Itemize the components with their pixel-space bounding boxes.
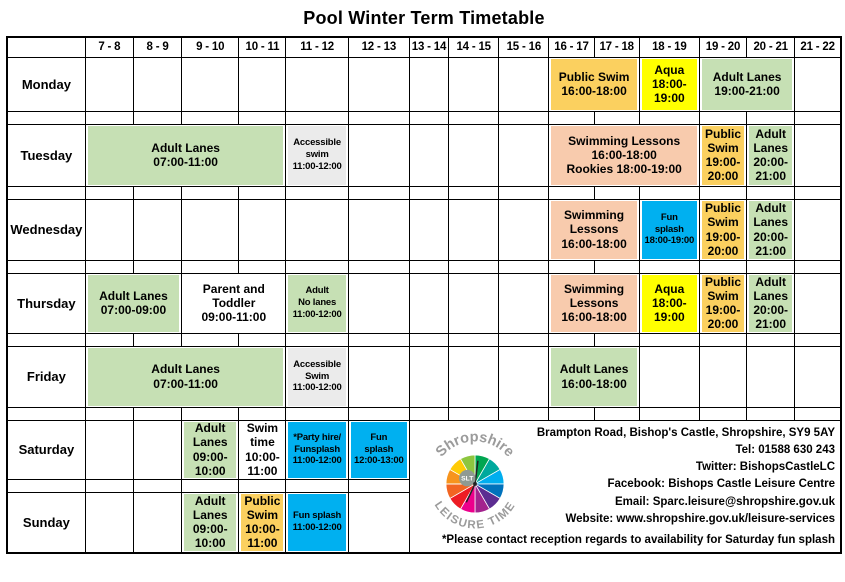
spacer-cell [594, 186, 639, 199]
spacer-row [7, 260, 841, 273]
spacer-cell [7, 407, 85, 420]
logo-arc-bottom-text: LEISURE TIME [431, 498, 519, 532]
spacer-cell [286, 186, 348, 199]
spacer-cell [182, 111, 239, 124]
spacer-cell [239, 260, 286, 273]
empty-slot [239, 199, 286, 260]
spacer-cell [182, 333, 239, 346]
spacer-cell [699, 333, 746, 346]
time-header-19-20: 19 - 20 [699, 37, 746, 57]
activity-adult: Adult Lanes 09:00- 10:00 [182, 492, 239, 553]
activity-public-swim: Public Swim 16:00-18:00 [549, 57, 639, 111]
time-header-11-12: 11 - 12 [286, 37, 348, 57]
spacer-cell [133, 260, 181, 273]
spacer-cell [7, 111, 85, 124]
empty-slot [286, 57, 348, 111]
spacer-cell [795, 333, 841, 346]
spacer-cell [7, 333, 85, 346]
activity-adult-lanes: Adult Lanes 07:00-09:00 [85, 273, 181, 333]
contact-email: Email: Sparc.leisure@shropshire.gov.uk [615, 495, 835, 508]
empty-slot [239, 57, 286, 111]
spacer-cell [699, 407, 746, 420]
spacer-cell [348, 479, 409, 492]
spacer-cell [409, 260, 448, 273]
spacer-cell [639, 407, 699, 420]
spacer-cell [182, 479, 239, 492]
spacer-cell [699, 186, 746, 199]
empty-slot [795, 57, 841, 111]
info-panel-cell [409, 420, 841, 553]
time-header-14-15: 14 - 15 [449, 37, 499, 57]
contact-tel: Tel: 01588 630 243 [735, 443, 835, 456]
activity-adult: Adult Lanes 20:00- 21:00 [747, 199, 795, 260]
spacer-cell [182, 186, 239, 199]
spacer-cell [133, 407, 181, 420]
activity-adult-lanes: Adult Lanes 16:00-18:00 [549, 346, 639, 407]
spacer-cell [133, 111, 181, 124]
time-header-18-19: 18 - 19 [639, 37, 699, 57]
spacer-cell [449, 407, 499, 420]
leisure-time-logo-svg [416, 424, 534, 540]
activity-adult-lanes: Adult Lanes 07:00-11:00 [85, 124, 286, 186]
spacer-row [7, 111, 841, 124]
empty-slot [133, 57, 181, 111]
activity-adult-lanes: Adult Lanes 07:00-11:00 [85, 346, 286, 407]
spacer-cell [7, 260, 85, 273]
day-label-tuesday: Tuesday [7, 124, 85, 186]
day-label-saturday: Saturday [7, 420, 85, 479]
spacer-cell [348, 333, 409, 346]
contact-facebook: Facebook: Bishops Castle Leisure Centre [607, 478, 835, 491]
empty-slot [348, 492, 409, 553]
time-header-12-13: 12 - 13 [348, 37, 409, 57]
activity-aqua: Aqua 18:00- 19:00 [639, 273, 699, 333]
contact-panel-top [416, 424, 835, 533]
activity-swimming-lessons: Swimming Lessons 16:00-18:00 Rookies 18:00-19:00 [549, 124, 700, 186]
spacer-cell [747, 260, 795, 273]
spacer-cell [239, 407, 286, 420]
empty-slot [182, 57, 239, 111]
logo-slt-text: SLT [461, 475, 474, 483]
empty-slot [449, 57, 499, 111]
empty-slot [85, 420, 133, 479]
empty-slot [85, 57, 133, 111]
contact-panel [410, 421, 840, 553]
activity-public: Public Swim 19:00- 20:00 [699, 199, 746, 260]
spacer-cell [594, 111, 639, 124]
time-header-20-21: 20 - 21 [747, 37, 795, 57]
activity-fun: Fun splash 18:00-19:00 [639, 199, 699, 260]
spacer-cell [133, 186, 181, 199]
activity-swim: Swim time 10:00- 11:00 [239, 420, 286, 479]
spacer-cell [286, 333, 348, 346]
spacer-cell [639, 260, 699, 273]
time-header-15-16: 15 - 16 [499, 37, 549, 57]
row-monday [7, 57, 841, 111]
spacer-cell [449, 186, 499, 199]
spacer-cell [348, 407, 409, 420]
activity-swimming: Swimming Lessons 16:00-18:00 [549, 273, 639, 333]
empty-slot [747, 346, 795, 407]
empty-slot [409, 346, 448, 407]
time-header-13-14: 13 - 14 [409, 37, 448, 57]
spacer-cell [594, 333, 639, 346]
empty-slot [133, 420, 181, 479]
day-label-thursday: Thursday [7, 273, 85, 333]
empty-slot [348, 199, 409, 260]
empty-slot [795, 346, 841, 407]
row-wednesday [7, 199, 841, 260]
empty-slot [409, 57, 448, 111]
spacer-cell [85, 186, 133, 199]
activity-party-hire: *Party hire/ Funsplash 11:00-12:00 [286, 420, 348, 479]
empty-slot [348, 57, 409, 111]
spacer-cell [348, 111, 409, 124]
spacer-cell [133, 479, 181, 492]
activity-adult: Adult Lanes 09:00- 10:00 [182, 420, 239, 479]
saturday-fun-splash-note: *Please contact reception regards to availability for Saturday fun splash [441, 534, 835, 546]
empty-slot [795, 124, 841, 186]
pool-timetable [6, 36, 842, 554]
empty-slot [499, 199, 549, 260]
empty-slot [499, 346, 549, 407]
spacer-cell [499, 111, 549, 124]
spacer-cell [795, 111, 841, 124]
spacer-cell [795, 407, 841, 420]
empty-slot [499, 57, 549, 111]
day-label-wednesday: Wednesday [7, 199, 85, 260]
activity-fun: Fun splash 12:00-13:00 [348, 420, 409, 479]
spacer-cell [85, 260, 133, 273]
empty-slot [133, 492, 181, 553]
time-header-21-22: 21 - 22 [795, 37, 841, 57]
spacer-cell [594, 260, 639, 273]
empty-slot [182, 199, 239, 260]
contact-address: Brampton Road, Bishop's Castle, Shropshire, SY9 5AY [536, 426, 835, 439]
activity-adult: Adult Lanes 20:00- 21:00 [747, 124, 795, 186]
spacer-cell [747, 186, 795, 199]
spacer-cell [499, 333, 549, 346]
activity-adult: Adult No lanes 11:00-12:00 [286, 273, 348, 333]
empty-slot [348, 124, 409, 186]
activity-parent-and-toddler: Parent and Toddler 09:00-11:00 [182, 273, 286, 333]
spacer-cell [639, 333, 699, 346]
spacer-cell [449, 260, 499, 273]
empty-slot [449, 273, 499, 333]
empty-slot [449, 199, 499, 260]
activity-adult: Adult Lanes 20:00- 21:00 [747, 273, 795, 333]
spacer-cell [594, 407, 639, 420]
spacer-cell [7, 186, 85, 199]
empty-slot [639, 346, 699, 407]
spacer-cell [239, 333, 286, 346]
spacer-row [7, 407, 841, 420]
spacer-cell [795, 260, 841, 273]
activity-fun-splash: Fun splash 11:00-12:00 [286, 492, 348, 553]
spacer-cell [549, 333, 594, 346]
activity-public: Public Swim 10:00- 11:00 [239, 492, 286, 553]
spacer-cell [639, 186, 699, 199]
empty-slot [449, 124, 499, 186]
spacer-cell [85, 333, 133, 346]
spacer-cell [747, 333, 795, 346]
activity-accessible: Accessible swim 11:00-12:00 [286, 124, 348, 186]
empty-slot [699, 346, 746, 407]
spacer-cell [286, 479, 348, 492]
logo-clock-center-dot [473, 482, 477, 486]
spacer-cell [499, 407, 549, 420]
empty-slot [409, 199, 448, 260]
spacer-cell [409, 186, 448, 199]
spacer-cell [239, 111, 286, 124]
empty-slot [409, 124, 448, 186]
page-title: Pool Winter Term Timetable [303, 8, 545, 28]
spacer-cell [699, 260, 746, 273]
spacer-cell [85, 479, 133, 492]
spacer-cell [747, 111, 795, 124]
empty-slot [499, 273, 549, 333]
contact-website: Website: www.shropshire.gov.uk/leisure-services [565, 512, 835, 525]
empty-slot [85, 492, 133, 553]
spacer-cell [286, 111, 348, 124]
contact-info [536, 424, 835, 533]
day-label-friday: Friday [7, 346, 85, 407]
activity-swimming: Swimming Lessons 16:00-18:00 [549, 199, 639, 260]
empty-slot [409, 273, 448, 333]
activity-adult-lanes: Adult Lanes 19:00-21:00 [699, 57, 794, 111]
spacer-cell [85, 407, 133, 420]
spacer-cell [549, 407, 594, 420]
time-header-9-10: 9 - 10 [182, 37, 239, 57]
empty-slot [85, 199, 133, 260]
empty-slot [499, 124, 549, 186]
shropshire-leisure-time-logo [416, 424, 536, 533]
contact-twitter: Twitter: BishopsCastleLC [695, 461, 835, 473]
spacer-cell [286, 407, 348, 420]
spacer-cell [699, 111, 746, 124]
activity-public: Public Swim 19:00- 20:00 [699, 273, 746, 333]
time-header-17-18: 17 - 18 [594, 37, 639, 57]
time-header-7-8: 7 - 8 [85, 37, 133, 57]
empty-slot [286, 199, 348, 260]
row-friday [7, 346, 841, 407]
time-header-8-9: 8 - 9 [133, 37, 181, 57]
spacer-cell [747, 407, 795, 420]
empty-slot [133, 199, 181, 260]
empty-slot [348, 273, 409, 333]
spacer-cell [239, 479, 286, 492]
spacer-row [7, 186, 841, 199]
spacer-cell [348, 186, 409, 199]
spacer-cell [499, 260, 549, 273]
time-header-10-11: 10 - 11 [239, 37, 286, 57]
spacer-row [7, 333, 841, 346]
spacer-cell [449, 111, 499, 124]
spacer-cell [409, 407, 448, 420]
spacer-cell [409, 111, 448, 124]
activity-accessible: Accessible Swim 11:00-12:00 [286, 346, 348, 407]
empty-slot [795, 199, 841, 260]
spacer-cell [85, 111, 133, 124]
spacer-cell [348, 260, 409, 273]
spacer-cell [286, 260, 348, 273]
spacer-cell [549, 260, 594, 273]
time-header-16-17: 16 - 17 [549, 37, 594, 57]
row-thursday [7, 273, 841, 333]
empty-slot [449, 346, 499, 407]
spacer-cell [449, 333, 499, 346]
spacer-cell [795, 186, 841, 199]
spacer-cell [239, 186, 286, 199]
spacer-cell [549, 186, 594, 199]
empty-slot [348, 346, 409, 407]
day-label-monday: Monday [7, 57, 85, 111]
corner-cell [7, 37, 85, 57]
spacer-cell [133, 333, 181, 346]
empty-slot [795, 273, 841, 333]
activity-public: Public Swim 19:00- 20:00 [699, 124, 746, 186]
spacer-cell [182, 407, 239, 420]
activity-aqua: Aqua 18:00- 19:00 [639, 57, 699, 111]
spacer-cell [7, 479, 85, 492]
row-tuesday [7, 124, 841, 186]
time-header-row [7, 37, 841, 57]
spacer-cell [549, 111, 594, 124]
spacer-cell [409, 333, 448, 346]
spacer-cell [182, 260, 239, 273]
logo-arc-top-text: Shropshire [432, 428, 518, 460]
spacer-cell [639, 111, 699, 124]
row-saturday [7, 420, 841, 479]
day-label-sunday: Sunday [7, 492, 85, 553]
spacer-cell [499, 186, 549, 199]
